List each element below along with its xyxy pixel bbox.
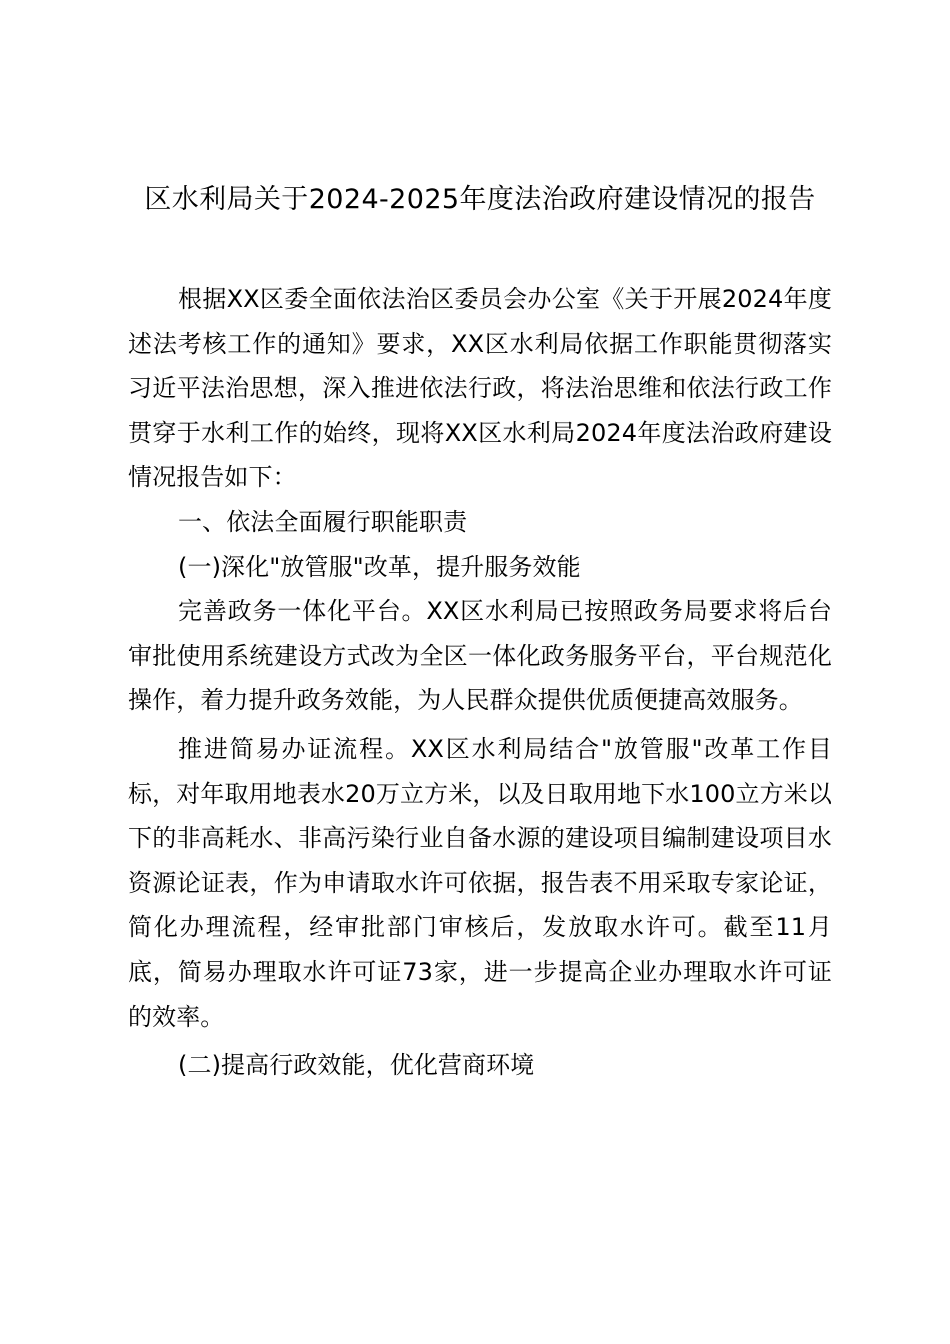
body-paragraph: 完善政务一体化平台。XX区水利局已按照政务局要求将后台审批使用系统建设方式改为全区一体化政务服务平台，平台规范化操作，着力提升政务效能，为人民群众提供优质便捷高效服务。: [128, 597, 832, 715]
body-paragraph: 推进简易办证流程。XX区水利局结合"放管服"改革工作目标，对年取用地表水20万立方米，以及日取用地下水100立方米以下的非高耗水、非高污染行业自备水源的建设项目编制建设项目水资源论证表，作为申请取水许可依据，报告表不用采取专家论证，简化办理流程，经审批部门审核后，发放取水许可。截至11月底，简易办理取水许可证73家，进一步提高企业办理取水许可证的效率。: [128, 734, 832, 1031]
document-body: [128, 277, 832, 1088]
intro-paragraph: 根据XX区委全面依法治区委员会办公室《关于开展2024年度述法考核工作的通知》要求，XX区水利局依据工作职能贯彻落实习近平法治思想，深入推进依法行政，将法治思维和依法行政工作贯穿于水利工作的始终，现将XX区水利局2024年度法治政府建设情况报告如下：: [128, 285, 832, 492]
document-title: 区水利局关于2024-2025年度法治政府建设情况的报告: [144, 184, 816, 215]
section-heading: 一、依法全面履行职能职责: [178, 507, 468, 536]
subsection-heading: (二)提高行政效能，优化营商环境: [178, 1051, 535, 1080]
subsection-heading: (一)深化"放管服"改革，提升服务效能: [178, 552, 581, 581]
